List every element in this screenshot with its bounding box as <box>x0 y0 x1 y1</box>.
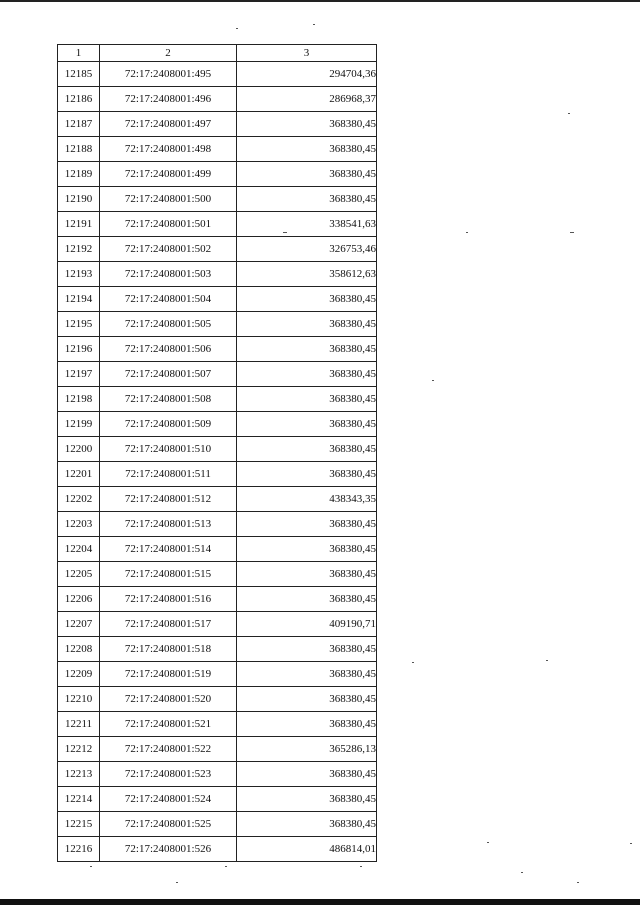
cadastral-value-cell: 368380,45 <box>237 162 377 187</box>
table-row <box>58 337 377 362</box>
row-number-cell: 12204 <box>58 537 100 562</box>
cadastral-value-cell: 486814,01 <box>237 837 377 862</box>
row-number-cell: 12203 <box>58 512 100 537</box>
cadastral-number-cell: 72:17:2408001:503 <box>100 262 237 287</box>
row-number-cell: 12200 <box>58 437 100 462</box>
table-row <box>58 112 377 137</box>
cadastral-number-cell: 72:17:2408001:501 <box>100 212 237 237</box>
table-row <box>58 137 377 162</box>
cadastral-value-cell: 368380,45 <box>237 512 377 537</box>
row-number-cell: 12190 <box>58 187 100 212</box>
row-number-cell: 12201 <box>58 462 100 487</box>
cadastral-value-cell: 368380,45 <box>237 762 377 787</box>
cadastral-number-cell: 72:17:2408001:521 <box>100 712 237 737</box>
scan-speck <box>313 24 315 25</box>
column-header-1: 1 <box>58 45 100 62</box>
cadastral-value-cell: 358612,63 <box>237 262 377 287</box>
table-row <box>58 312 377 337</box>
row-number-cell: 12205 <box>58 562 100 587</box>
cadastral-value-cell: 286968,37 <box>237 87 377 112</box>
table-header <box>58 45 377 62</box>
cadastral-value-cell: 368380,45 <box>237 587 377 612</box>
cadastral-number-cell: 72:17:2408001:523 <box>100 762 237 787</box>
cadastral-value-cell: 368380,45 <box>237 187 377 212</box>
table-row <box>58 562 377 587</box>
table-row <box>58 362 377 387</box>
row-number-cell: 12209 <box>58 662 100 687</box>
row-number-cell: 12195 <box>58 312 100 337</box>
cadastral-value-cell: 365286,13 <box>237 737 377 762</box>
table-row <box>58 587 377 612</box>
cadastral-value-cell: 368380,45 <box>237 337 377 362</box>
row-number-cell: 12207 <box>58 612 100 637</box>
column-header-3: 3 <box>237 45 377 62</box>
table-row <box>58 462 377 487</box>
cadastral-number-cell: 72:17:2408001:510 <box>100 437 237 462</box>
table-row <box>58 762 377 787</box>
cadastral-value-cell: 368380,45 <box>237 812 377 837</box>
table-row <box>58 787 377 812</box>
scan-speck <box>225 866 227 867</box>
row-number-cell: 12213 <box>58 762 100 787</box>
row-number-cell: 12214 <box>58 787 100 812</box>
table-row <box>58 812 377 837</box>
table-row <box>58 412 377 437</box>
scan-speck <box>568 113 570 114</box>
cadastral-number-cell: 72:17:2408001:512 <box>100 487 237 512</box>
cadastral-number-cell: 72:17:2408001:509 <box>100 412 237 437</box>
row-number-cell: 12191 <box>58 212 100 237</box>
cadastral-value-cell: 368380,45 <box>237 712 377 737</box>
cadastral-number-cell: 72:17:2408001:520 <box>100 687 237 712</box>
cadastral-number-cell: 72:17:2408001:516 <box>100 587 237 612</box>
table-body <box>58 62 377 862</box>
cadastral-value-cell: 368380,45 <box>237 537 377 562</box>
table-row <box>58 662 377 687</box>
row-number-cell: 12198 <box>58 387 100 412</box>
cadastral-number-cell: 72:17:2408001:499 <box>100 162 237 187</box>
table-row <box>58 187 377 212</box>
scan-top-edge <box>0 0 640 2</box>
cadastral-value-cell: 326753,46 <box>237 237 377 262</box>
cadastral-value-cell: 368380,45 <box>237 637 377 662</box>
table-row <box>58 637 377 662</box>
scan-speck <box>90 866 92 867</box>
cadastral-number-cell: 72:17:2408001:506 <box>100 337 237 362</box>
row-number-cell: 12192 <box>58 237 100 262</box>
scan-bottom-edge <box>0 899 640 905</box>
cadastral-number-cell: 72:17:2408001:514 <box>100 537 237 562</box>
row-number-cell: 12189 <box>58 162 100 187</box>
cadastral-number-cell: 72:17:2408001:498 <box>100 137 237 162</box>
row-number-cell: 12208 <box>58 637 100 662</box>
scan-speck <box>570 232 574 233</box>
column-header-2: 2 <box>100 45 237 62</box>
scan-speck <box>546 660 548 661</box>
cadastral-value-table <box>57 44 377 862</box>
cadastral-number-cell: 72:17:2408001:517 <box>100 612 237 637</box>
cadastral-number-cell: 72:17:2408001:519 <box>100 662 237 687</box>
scan-speck <box>283 232 287 233</box>
table-row <box>58 62 377 87</box>
cadastral-value-cell: 368380,45 <box>237 562 377 587</box>
table-row <box>58 837 377 862</box>
cadastral-number-cell: 72:17:2408001:515 <box>100 562 237 587</box>
scan-speck <box>360 866 362 867</box>
cadastral-value-cell: 368380,45 <box>237 437 377 462</box>
scan-speck <box>432 380 434 381</box>
cadastral-value-cell: 368380,45 <box>237 287 377 312</box>
table-row <box>58 287 377 312</box>
row-number-cell: 12212 <box>58 737 100 762</box>
cadastral-value-cell: 368380,45 <box>237 362 377 387</box>
cadastral-value-cell: 368380,45 <box>237 662 377 687</box>
row-number-cell: 12216 <box>58 837 100 862</box>
table-row <box>58 512 377 537</box>
cadastral-value-cell: 338541,63 <box>237 212 377 237</box>
cadastral-value-cell: 409190,71 <box>237 612 377 637</box>
scan-speck <box>466 232 468 233</box>
cadastral-number-cell: 72:17:2408001:505 <box>100 312 237 337</box>
table-row <box>58 712 377 737</box>
cadastral-number-cell: 72:17:2408001:511 <box>100 462 237 487</box>
cadastral-value-cell: 368380,45 <box>237 462 377 487</box>
table-row <box>58 737 377 762</box>
row-number-cell: 12199 <box>58 412 100 437</box>
cadastral-number-cell: 72:17:2408001:507 <box>100 362 237 387</box>
cadastral-number-cell: 72:17:2408001:508 <box>100 387 237 412</box>
cadastral-value-cell: 368380,45 <box>237 687 377 712</box>
table-row <box>58 262 377 287</box>
cadastral-number-cell: 72:17:2408001:500 <box>100 187 237 212</box>
cadastral-value-cell: 368380,45 <box>237 412 377 437</box>
row-number-cell: 12187 <box>58 112 100 137</box>
table-row <box>58 237 377 262</box>
cadastral-number-cell: 72:17:2408001:496 <box>100 87 237 112</box>
table-row <box>58 87 377 112</box>
row-number-cell: 12210 <box>58 687 100 712</box>
row-number-cell: 12211 <box>58 712 100 737</box>
cadastral-value-cell: 368380,45 <box>237 312 377 337</box>
row-number-cell: 12215 <box>58 812 100 837</box>
scan-speck <box>412 662 414 663</box>
cadastral-number-cell: 72:17:2408001:497 <box>100 112 237 137</box>
row-number-cell: 12206 <box>58 587 100 612</box>
scan-speck <box>630 843 632 844</box>
row-number-cell: 12188 <box>58 137 100 162</box>
table-row <box>58 612 377 637</box>
cadastral-value-cell: 368380,45 <box>237 112 377 137</box>
row-number-cell: 12185 <box>58 62 100 87</box>
cadastral-number-cell: 72:17:2408001:513 <box>100 512 237 537</box>
cadastral-value-cell: 438343,35 <box>237 487 377 512</box>
cadastral-number-cell: 72:17:2408001:525 <box>100 812 237 837</box>
cadastral-number-cell: 72:17:2408001:504 <box>100 287 237 312</box>
cadastral-number-cell: 72:17:2408001:502 <box>100 237 237 262</box>
header-row <box>58 45 377 62</box>
scan-speck <box>236 28 238 29</box>
table-row <box>58 387 377 412</box>
cadastral-value-cell: 368380,45 <box>237 787 377 812</box>
scan-speck <box>487 842 489 843</box>
table-row <box>58 487 377 512</box>
cadastral-value-cell: 368380,45 <box>237 387 377 412</box>
table-row <box>58 687 377 712</box>
row-number-cell: 12196 <box>58 337 100 362</box>
row-number-cell: 12202 <box>58 487 100 512</box>
cadastral-number-cell: 72:17:2408001:495 <box>100 62 237 87</box>
cadastral-value-cell: 294704,36 <box>237 62 377 87</box>
scan-speck <box>521 872 523 873</box>
table-row <box>58 437 377 462</box>
row-number-cell: 12197 <box>58 362 100 387</box>
cadastral-number-cell: 72:17:2408001:518 <box>100 637 237 662</box>
row-number-cell: 12193 <box>58 262 100 287</box>
cadastral-number-cell: 72:17:2408001:522 <box>100 737 237 762</box>
cadastral-number-cell: 72:17:2408001:526 <box>100 837 237 862</box>
cadastral-value-cell: 368380,45 <box>237 137 377 162</box>
scan-speck <box>577 882 579 883</box>
scan-speck <box>176 882 178 883</box>
row-number-cell: 12194 <box>58 287 100 312</box>
row-number-cell: 12186 <box>58 87 100 112</box>
table-row <box>58 537 377 562</box>
table-row <box>58 162 377 187</box>
table-row <box>58 212 377 237</box>
cadastral-number-cell: 72:17:2408001:524 <box>100 787 237 812</box>
